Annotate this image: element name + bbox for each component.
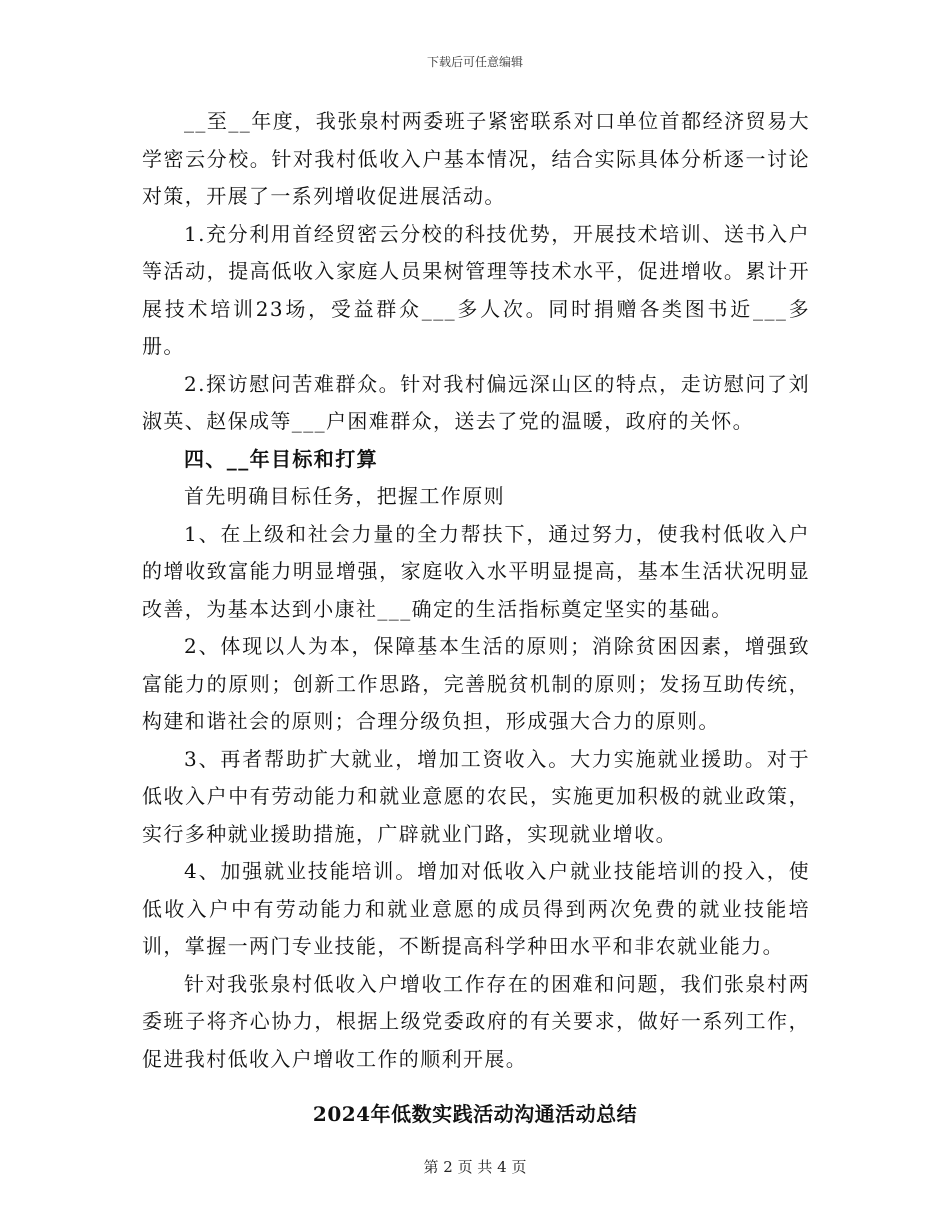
paragraph-goal-2: 2、体现以人为本，保障基本生活的原则；消除贫困因素，增强致富能力的原则；创新工作思路，完善脱贫机制的原则；发扬互助传统，构建和谐社会的原则；合理分级负担，形成强大合力的原则。 [142,634,810,733]
paragraph-goal-4: 4、加强就业技能培训。增加对低收入户就业技能培训的投入，使低收入户中有劳动能力和就业意愿的成员得到两次免费的就业技能培训，掌握一两门专业技能，不断提高科学种田水平和非农就业能力。 [142,859,810,958]
paragraph-principle: 首先明确目标任务，把握工作原则 [184,484,505,508]
document-body [142,103,810,1078]
next-document-title: 2024年低数实践活动沟通活动总结 [312,1102,638,1126]
paragraph-item-1: 1.充分利用首经贸密云分校的科技优势，开展技术培训、送书入户等活动，提高低收入家庭人员果树管理等技术水平，促进增收。累计开展技术培训23场，受益群众___多人次。同时捐赠各类图书近___多册。 [142,221,810,358]
paragraph-closing: 针对我张泉村低收入户增收工作存在的困难和问题，我们张泉村两委班子将齐心协力，根据上级党委政府的有关要求，做好一系列工作，促进我村低收入户增收工作的顺利开展。 [142,971,810,1071]
section-heading-4: 四、__年目标和打算 [184,446,378,471]
page-number: 第 2 页 共 4 页 [423,1158,527,1176]
page-header-note: 下载后可任意编辑 [426,55,523,69]
paragraph-intro: __至__年度，我张泉村两委班子紧密联系对口单位首都经济贸易大学密云分校。针对我村低收入户基本情况，结合实际具体分析逐一讨论对策，开展了一系列增收促进展活动。 [142,109,810,208]
paragraph-item-2: 2.探访慰问苦难群众。针对我村偏远深山区的特点，走访慰问了刘淑英、赵保成等___户困难群众，送去了党的温暖，政府的关怀。 [142,371,810,433]
paragraph-goal-1: 1、在上级和社会力量的全力帮扶下，通过努力，使我村低收入户的增收致富能力明显增强，家庭收入水平明显提高，基本生活状况明显改善，为基本达到小康社___确定的生活指标奠定坚实的基础。 [142,521,810,621]
paragraph-goal-3: 3、再者帮助扩大就业，增加工资收入。大力实施就业援助。对于低收入户中有劳动能力和就业意愿的农民，实施更加积极的就业政策，实行多种就业援助措施，广辟就业门路，实现就业增收。 [142,746,810,846]
